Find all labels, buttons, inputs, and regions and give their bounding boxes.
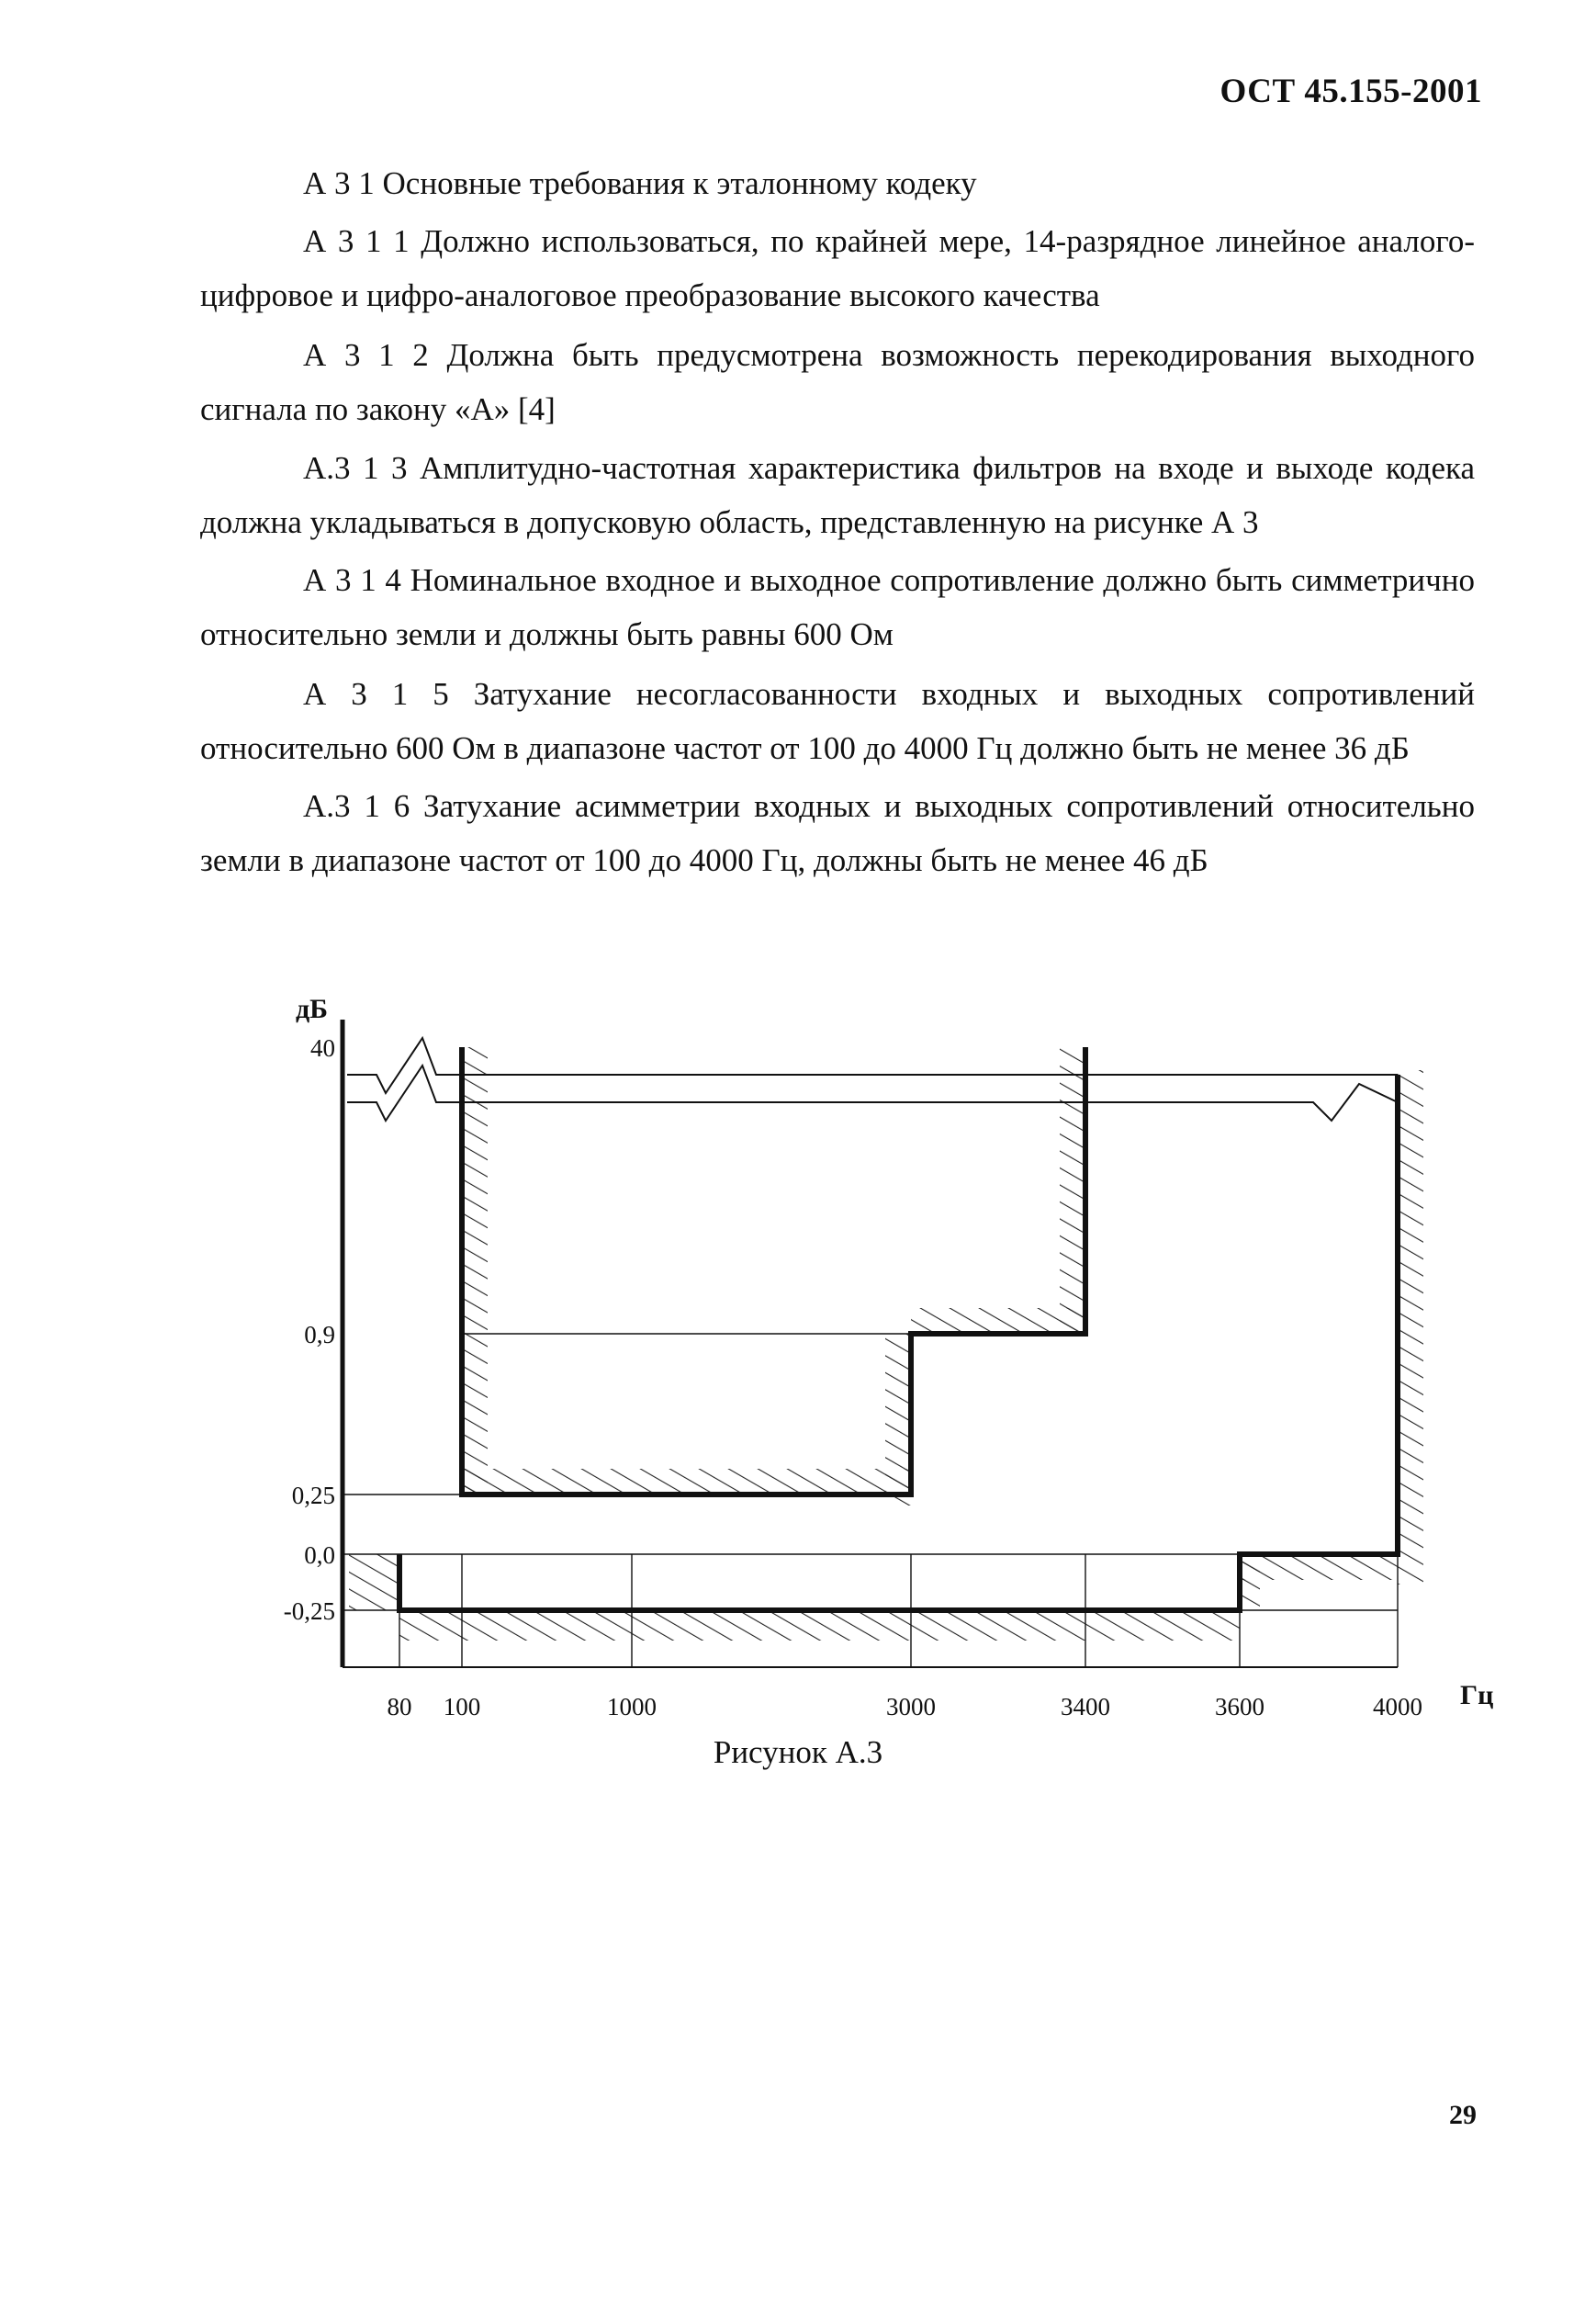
paragraph-text: А.3 1 3 Амплитудно-частотная характеристика фильтров на входе и выходе кодека должна укладываться в допусковую область, представленную на рисунке А 3 — [200, 450, 1475, 540]
paragraph-text: А 3 1 2 Должна быть предусмотрена возможность перекодирования выходного сигнала по закону «А» [4] — [200, 337, 1475, 427]
x-tick-label: 4000 — [1373, 1693, 1422, 1720]
x-tick-label: 100 — [443, 1693, 481, 1720]
x-tick-label: 1000 — [607, 1693, 657, 1720]
y-axis-label: дБ — [296, 994, 329, 1024]
hatch-region — [349, 1554, 399, 1610]
y-tick-label: 0,0 — [304, 1541, 335, 1569]
figure-a3 — [239, 983, 1524, 1736]
page-number: 29 — [1449, 2100, 1477, 2130]
y-tick-label: 0,25 — [291, 1482, 335, 1509]
tolerance-boundary — [462, 1047, 1085, 1495]
paragraph-text: А 3 1 Основные требования к эталонному кодеку — [303, 165, 977, 201]
paragraph — [200, 553, 1475, 661]
x-tick-label: 3400 — [1061, 1693, 1110, 1720]
hatch-region — [462, 1469, 911, 1495]
figure-caption: Рисунок А.3 — [713, 1734, 883, 1770]
hatch-region — [462, 1047, 488, 1495]
paragraph — [200, 156, 1475, 210]
paragraph-text: А 3 1 5 Затухание несогласованности входных и выходных сопротивлений относительно 600 Ом в диапазоне частот от 100 до 4000 Гц должно быть не менее 36 дБ — [200, 676, 1475, 766]
x-tick-label: 3600 — [1215, 1693, 1264, 1720]
paragraph-text: А 3 1 1 Должно использоваться, по крайней мере, 14-разрядное линейное аналого-цифровое и цифро-аналоговое преобразование высокого качества — [200, 223, 1475, 313]
hatch-region — [885, 1334, 911, 1506]
document-code: ОСТ 45.155-2001 — [1219, 73, 1482, 110]
hatch-region — [399, 1610, 1240, 1641]
axis-break-top — [347, 1038, 1398, 1093]
paragraph — [200, 779, 1475, 887]
paragraph — [200, 667, 1475, 775]
y-tick-label: 0,9 — [304, 1321, 335, 1348]
x-axis-label: Гц — [1460, 1680, 1494, 1710]
hatch-region — [1060, 1047, 1085, 1334]
x-tick-label: 3000 — [886, 1693, 936, 1720]
y-tick-label: -0,25 — [283, 1597, 335, 1625]
hatch-region — [911, 1308, 1085, 1334]
hatch-region — [1398, 1070, 1423, 1585]
paragraph — [200, 441, 1475, 549]
x-tick-label: 80 — [387, 1693, 412, 1720]
y-tick-label: 40 — [310, 1034, 335, 1062]
paragraph — [200, 214, 1475, 322]
tolerance-chart — [239, 983, 1524, 1736]
paragraph-text: А.3 1 6 Затухание асимметрии входных и выходных сопротивлений относительно земли в диапазоне частот от 100 до 4000 Гц, должны быть не менее 46 дБ — [200, 788, 1475, 878]
paragraph — [200, 328, 1475, 436]
paragraph-text: А 3 1 4 Номинальное входное и выходное сопротивление должно быть симметрично относительно земли и должны быть равны 600 Ом — [200, 562, 1475, 652]
